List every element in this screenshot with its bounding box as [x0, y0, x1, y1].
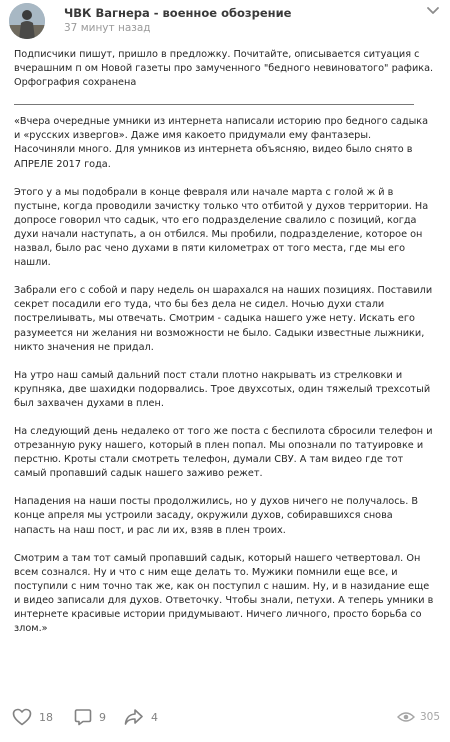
views-counter [397, 707, 440, 727]
comment-count: 9 [99, 710, 106, 724]
share-button[interactable] [124, 707, 158, 727]
comment-icon [74, 708, 92, 726]
chevron-down-icon[interactable] [426, 6, 440, 16]
group-avatar[interactable] [9, 3, 45, 39]
share-count: 4 [151, 710, 158, 724]
post-paragraph: «Вчера очередные умники из интернета написали историю про бедного садыка и «русских извергов». Даже имя какоето придумали ему фантазеры. Насочиняли много. Для умников из интернета объясняю, видео было снято в АПРЕЛЕ 2017 года. [14, 116, 429, 170]
post-actions [0, 700, 450, 734]
post-paragraph: Нападения на наши посты продолжились, но у духов ничего не получалось. В конце апреля мы устроили засаду, окружили духов, собиравшихся снова напасть на наш пост, и рас ли их, взяв в плен троих. [14, 496, 419, 536]
post-paragraph: На утро наш самый дальний пост стали плотно накрывать из стрелковки и крупняка, две шахидки подорвались. Трое двухсотых, один тяжелый трехсотый был захвачен духами в плен. [14, 369, 431, 409]
post-paragraph: Забрали его с собой и пару недель он шарахался на наших позициях. Поставили секрет посадили его туда, что бы без дела не сидел. Ночью духи стали пострелиывать, мы отвечать. Смотрим - садыка нашего уже нету. Искать его разумеется ни желания ни возможности не было. Садыки известные лыжники, никто значения не придал. [14, 285, 433, 353]
comment-button[interactable] [74, 707, 106, 727]
separator-line [14, 104, 414, 105]
eye-icon [397, 711, 415, 723]
post-intro: Подписчики пишут, пришло в предложку. Почитайте, описывается ситуация с вчерашним п ом Новой газеты про замученного "бедного невиноватого" рафика. Орфография сохранена [14, 49, 434, 89]
post-paragraph: На следующий день недалеко от того же поста с беспилота сбросили телефон и отрезанную руку нашего, который в плен попал. Мы опознали по татуировке и перстню. Кроты стали смотреть телефон, думали СВУ. А там видео где тот самый пропавший садык нашего заживо режет. [14, 425, 433, 480]
post-paragraph: Этого у а мы подобрали в конце февраля или начале марта с голой ж й в пустыне, когда проводили зачистку только что отбитой у духов территории. На допросе говорил что садык, что его подразделение свалило с позиций, когда духи начали наступать, а он отбился. Мы пробили, подразделение, которое он назвал, было рас чено духами в пяти километрах от того места, где мы его нашли. [14, 186, 429, 269]
post-paragraph: Смотрим а там тот самый пропавший садык, который нашего четвертовал. Он всем сознался. Ну и что с ним еще делать то. Мужики помнили еще все, и поступили с ним точно так же, как он поступил с нашим. Ну, и в назидание еще и видео записали для духов. Ответочку. Чтобы знали, петухи. А теперь умники в интернете красивые истории придумывают. Ничего личного, просто борьба со злом.» [14, 552, 434, 635]
post-header [0, 0, 450, 44]
post-text [14, 48, 434, 650]
heart-icon [12, 708, 32, 726]
like-count: 18 [39, 710, 53, 724]
post-timestamp[interactable]: 37 минут назад [64, 22, 151, 34]
views-count: 305 [419, 711, 440, 723]
share-icon [124, 708, 144, 726]
like-button[interactable] [12, 707, 53, 727]
group-name-link[interactable]: ЧВК Вагнера - военное обозрение [64, 6, 292, 20]
